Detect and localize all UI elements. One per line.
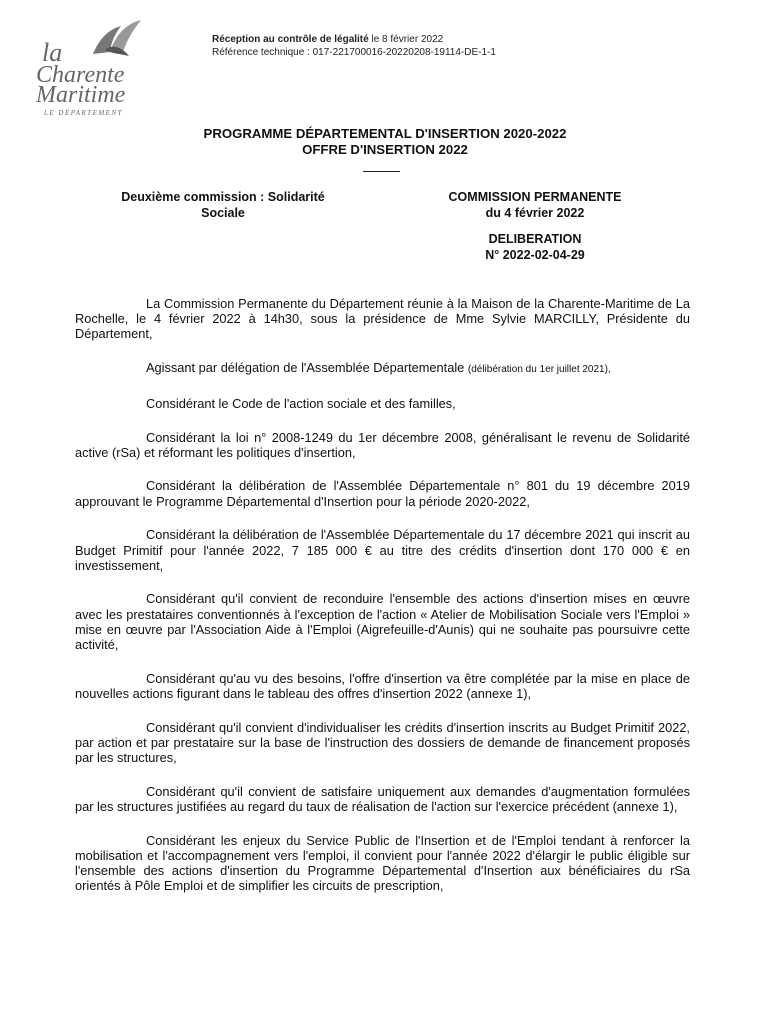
commission-name [92, 190, 354, 221]
logo-text-maritime: Maritime [36, 82, 126, 108]
logo-text-la: la [42, 38, 63, 67]
paragraph-2-text: Agissant par délégation de l'Assemblée Départementale [146, 360, 465, 376]
commission-name-line-1: Deuxième commission : Solidarité [121, 190, 325, 204]
bird-icon [85, 10, 145, 70]
paragraph-3: Considérant le Code de l'action sociale et des familles, [146, 395, 456, 411]
stamp-label: Réception au contrôle de légalité [212, 34, 369, 45]
paragraph-6: Considérant la délibération de l'Assemblée Départementale du 17 décembre 2021 qui inscrit au Budget Primitif pour l'année 2022, 7 185 000 € au titre des crédits d'insertion dont 170 000 € en investissement, [75, 527, 690, 573]
session-type: COMMISSION PERMANENTE [448, 190, 622, 204]
department-logo [30, 10, 160, 115]
commission-name-line-2: Sociale [201, 205, 245, 220]
document-body [75, 296, 690, 912]
page-title [0, 126, 770, 158]
legality-stamp [212, 34, 496, 59]
paragraph-5: Considérant la délibération de l'Assemblée Départementale n° 801 du 19 décembre 2019 approuvant le Programme Départemental d'Insertion pour la période 2020-2022, [75, 478, 690, 509]
title-line-2: OFFRE D'INSERTION 2022 [302, 142, 468, 157]
deliberation-label: DELIBERATION [488, 232, 582, 246]
paragraph-2 [75, 360, 690, 377]
session-date: du 4 février 2022 [485, 205, 585, 220]
paragraph-8: Considérant qu'au vu des besoins, l'offre d'insertion va être complétée par la mise en place de nouvelles actions figurant dans le tableau des offres d'insertion 2022 (annexe 1), [75, 670, 690, 701]
title-line-1: PROGRAMME DÉPARTEMENTAL D'INSERTION 2020-2022 [203, 126, 567, 141]
paragraph-11: Considérant les enjeux du Service Public de l'Insertion et de l'Emploi tendant à renforcer la mobilisation et l'accompagnement vers l'emploi, il convient pour l'année 2022 d'élargir le public éligible sur l'ensemble des actions d'insertion du Programme Départemental d'Insertion aux bénéficiaires du rSa orientés à Pôle Emploi et de simplifier les circuits de prescription, [75, 832, 690, 894]
session-info [420, 190, 650, 221]
paragraph-1: La Commission Permanente du Département réunie à la Maison de la Charente-Maritime de La Rochelle, le 4 février 2022 à 14h30, sous la présidence de Mme Sylvie MARCILLY, Présidente du Département, [75, 296, 690, 342]
stamp-reference: Référence technique : 017-221700016-20220208-19114-DE-1-1 [212, 46, 496, 58]
paragraph-7: Considérant qu'il convient de reconduire l'ensemble des actions d'insertion mises en œuvre avec les prestataires conventionnés à l'exception de l'action « Atelier de Mobilisation Sociale vers l'Emploi » mise en œuvre par l'Association Aide à l'Emploi (Aigrefeuille-d'Aunis) qui ne souhaite pas poursuivre cette activité, [75, 591, 690, 653]
deliberation-number [420, 232, 650, 263]
title-divider [363, 171, 400, 172]
logo-text-charente: Charente [36, 62, 125, 88]
paragraph-10: Considérant qu'il convient de satisfaire uniquement aux demandes d'augmentation formulées par les structures justifiées au regard du taux de réalisation de l'action sur l'exercice précédent (annexe 1), [75, 783, 690, 814]
paragraph-2-note: (délibération du 1er juillet 2021), [467, 364, 611, 376]
deliberation-id: N° 2022-02-04-29 [485, 247, 585, 262]
logo-text-departement: LE DÉPARTEMENT [44, 109, 124, 117]
stamp-date: le 8 février 2022 [371, 34, 444, 45]
paragraph-4: Considérant la loi n° 2008-1249 du 1er décembre 2008, généralisant le revenu de Solidarité active (rSa) et réformant les politiques d'insertion, [75, 429, 690, 460]
paragraph-9: Considérant qu'il convient d'individualiser les crédits d'insertion inscrits au Budget Primitif 2022, par action et par prestataire sur la base de l'instruction des dossiers de demande de financement proposés par les structures, [75, 719, 690, 766]
